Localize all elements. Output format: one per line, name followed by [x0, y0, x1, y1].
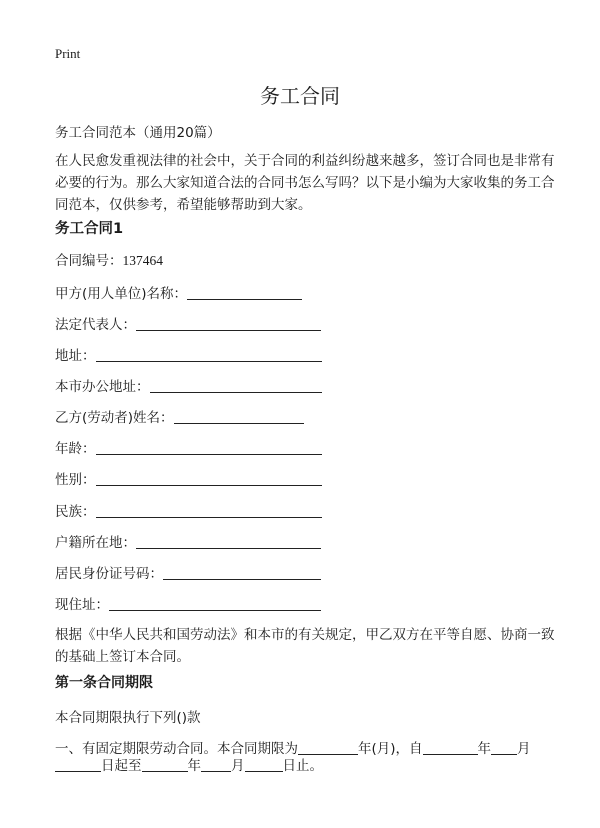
- field-household: [55, 531, 321, 551]
- field-label: 年龄：: [55, 441, 96, 457]
- blank-line: [423, 740, 478, 755]
- field-id-number: [55, 562, 321, 582]
- field-label: 乙方(劳动者)姓名：: [55, 410, 174, 426]
- field-label: 性别：: [55, 472, 96, 488]
- blank-line: [245, 757, 283, 772]
- blank-line: [136, 534, 321, 549]
- law-paragraph: 根据《中华人民共和国劳动法》和本市的有关规定，甲乙双方在平等自愿、协商一致的基础上签订本合同。: [55, 627, 555, 665]
- blank-line: [96, 503, 322, 518]
- blank-line: [96, 471, 322, 486]
- field-address: [55, 344, 322, 364]
- term-text: 年: [187, 758, 201, 774]
- field-party-a: [55, 282, 302, 302]
- term-text: 年(月)，自: [358, 741, 423, 757]
- document-subtitle: 务工合同范本（通用20篇）: [55, 125, 221, 141]
- blank-line: [201, 757, 231, 772]
- blank-line: [96, 347, 322, 362]
- field-label: 居民身份证号码：: [55, 566, 163, 582]
- section-heading: 务工合同1: [55, 221, 124, 237]
- field-label: 本市办公地址：: [55, 379, 150, 395]
- field-gender: [55, 468, 322, 488]
- print-link[interactable]: Print: [55, 46, 81, 61]
- blank-line: [491, 740, 517, 755]
- blank-line: [163, 565, 321, 580]
- article-heading: 第一条合同期限: [55, 675, 153, 691]
- blank-line: [142, 757, 188, 772]
- blank-line: [55, 757, 101, 772]
- blank-line: [150, 378, 322, 393]
- blank-line: [136, 316, 321, 331]
- field-label: 地址：: [55, 348, 96, 364]
- blank-line: [298, 740, 358, 755]
- page-title: 务工合同: [260, 84, 340, 108]
- blank-line: [96, 440, 322, 455]
- term-text: 一、有固定期限劳动合同。本合同期限为: [55, 741, 298, 757]
- contract-number-value: 137464: [122, 253, 163, 268]
- field-label: 户籍所在地：: [55, 535, 136, 551]
- field-label: 甲方(用人单位)名称：: [55, 286, 188, 302]
- blank-line: [109, 596, 321, 611]
- field-label: 民族：: [55, 504, 96, 520]
- term-text: 月: [517, 741, 531, 757]
- field-label: 现住址：: [55, 597, 109, 613]
- term-text: 日起至: [101, 758, 142, 774]
- blank-line: [187, 285, 302, 300]
- field-ethnicity: [55, 500, 322, 520]
- field-current-address: [55, 593, 321, 613]
- term-text: 月: [231, 758, 245, 774]
- field-legal-rep: [55, 313, 321, 333]
- field-age: [55, 437, 322, 457]
- intro-paragraph: 在人民愈发重视法律的社会中，关于合同的利益纠纷越来越多，签订合同也是非常有必要的行为。那么大家知道合法的合同书怎么写吗？以下是小编为大家收集的务工合同范本，仅供参考，希望能够帮助到大家。: [55, 153, 555, 213]
- contract-number-line: [55, 249, 163, 269]
- field-label: 法定代表人：: [55, 317, 136, 333]
- term-text: 年: [477, 741, 492, 757]
- field-party-b: [55, 406, 304, 426]
- contract-number-label: 合同编号：: [55, 253, 123, 269]
- blank-line: [174, 409, 304, 424]
- field-local-office: [55, 375, 322, 395]
- term-text: 日止。: [282, 758, 323, 774]
- article-text: 本合同期限执行下列()款: [55, 710, 201, 726]
- term-line-2: [55, 754, 323, 774]
